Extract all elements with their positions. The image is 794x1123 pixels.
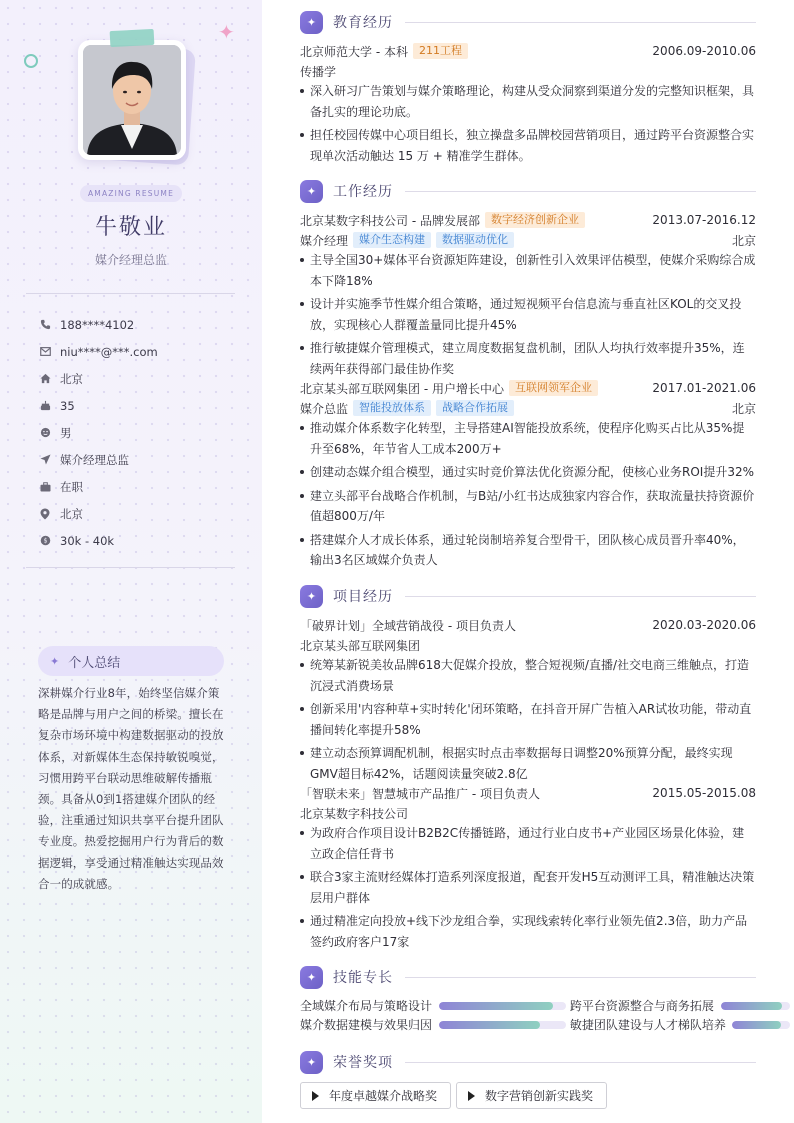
education-entry — [300, 41, 756, 169]
list-item: 通过精准定向投放+线下沙龙组合拳，实现线索转化率行业领先值2.3倍，助力产品签约政府客户17家 — [300, 911, 756, 952]
skill-bar — [721, 1002, 790, 1010]
sparkle-icon: ✦ — [300, 1051, 323, 1074]
job-role: 媒介总监 — [300, 401, 349, 416]
skill-bar — [439, 1021, 566, 1029]
work-city: 北京 — [731, 233, 756, 248]
play-icon — [468, 1091, 475, 1101]
skill-name: 跨平台资源整合与商务拓展 — [569, 999, 714, 1013]
company-name: 北京某头部互联网集团 - 用户增长中心 — [300, 381, 504, 396]
sidebar — [0, 0, 262, 1123]
skill-fill — [721, 1002, 782, 1010]
work-date: 2013.07-2016.12 — [652, 213, 756, 227]
list-item: 担任校园传媒中心项目组长，独立操盘多品牌校园营销项目，通过跨平台资源整合实现单次活动触达 15 万 + 精准学生群体。 — [300, 125, 756, 166]
info-position: 媒介经理总监 — [40, 446, 240, 473]
list-item: 推动媒介体系数字化转型，主导搭建AI智能投放系统，使程序化购买占比从35%提升至68%，年节省人工成本200万+ — [300, 418, 756, 459]
award-item: 年度卓越媒介战略奖 — [300, 1082, 451, 1109]
skill-name: 媒介数据建模与效果归因 — [300, 1018, 433, 1032]
cake-icon — [40, 400, 60, 411]
candidate-title: 媒介经理总监 — [94, 253, 167, 267]
list-item: 深入研习广告策划与媒介策略理论，构建从受众洞察到渠道分发的完整知识框架，具备扎实的理论功底。 — [300, 81, 756, 122]
skill-tag: 智能投放体系 — [353, 400, 431, 416]
skills-row — [300, 1015, 794, 1034]
education-date: 2006.09-2010.06 — [652, 44, 756, 58]
section-awards — [300, 1050, 756, 1074]
company-tag: 互联网领军企业 — [509, 380, 598, 396]
home-icon — [40, 373, 60, 384]
info-city: 北京 — [40, 365, 240, 392]
info-salary: $ 30k - 40k — [40, 527, 240, 554]
summary-heading: ✦ 个人总结 — [38, 646, 224, 676]
section-rule — [405, 1062, 756, 1063]
project-org: 北京某数字科技公司 — [300, 806, 409, 821]
section-education — [300, 10, 756, 34]
project-title: 「破界计划」全域营销战役 - 项目负责人 — [300, 618, 516, 633]
school-name: 北京师范大学 - 本科 — [300, 44, 408, 59]
job-role: 媒介经理 — [300, 233, 349, 248]
section-rule — [405, 977, 756, 978]
sparkle-icon: ✦ — [218, 20, 235, 44]
project-entry — [300, 615, 756, 787]
info-status: 在职 — [40, 473, 240, 500]
list-item: 搭建媒介人才成长体系，通过轮岗制培养复合型骨干，团队核心成员晋升率40%，输出3名区域媒介负责人 — [300, 530, 756, 571]
awards-list — [300, 1082, 756, 1109]
list-item: 推行敏捷媒介管理模式，建立周度数据复盘机制，团队人均执行效率提升35%，连续两年获得部门最佳协作奖 — [300, 338, 756, 379]
info-age: 35 — [40, 392, 240, 419]
info-gender: 男 — [40, 419, 240, 446]
skill-tag: 战略合作拓展 — [436, 400, 514, 416]
list-item: 创新采用'内容种草+实时转化'闭环策略，在抖音开屏广告植入AR试妆功能，带动直播间转化率提升58% — [300, 699, 756, 740]
list-item: 统筹某新锐美妆品牌618大促媒介投放，整合短视频/直播/社交电商三维触点，打造沉浸式消费场景 — [300, 655, 756, 696]
sparkle-icon: ✦ — [300, 11, 323, 34]
skill-fill — [732, 1021, 781, 1029]
avatar — [83, 45, 181, 155]
work-entry — [300, 210, 756, 382]
work-bullets — [300, 250, 756, 379]
gender-icon — [40, 427, 60, 438]
section-title: 技能专长 — [333, 970, 393, 986]
project-org: 北京某头部互联网集团 — [300, 638, 421, 653]
skills-row — [300, 996, 794, 1015]
section-rule — [405, 22, 756, 23]
section-work — [300, 179, 756, 203]
skill-name: 敏捷团队建设与人才梯队培养 — [569, 1018, 726, 1032]
profile-photo-frame — [78, 40, 186, 160]
project-bullets — [300, 655, 756, 784]
skill-fill — [439, 1021, 541, 1029]
mail-icon — [40, 347, 60, 356]
project-entry — [300, 783, 756, 955]
list-item: 建立动态预算调配机制，根据实时点击率数据每日调整20%预算分配，最终实现GMV超目标42%，话题阅读量突破2.8亿 — [300, 743, 756, 784]
send-icon — [40, 454, 60, 465]
skill-tag: 媒介生态构建 — [353, 232, 431, 248]
svg-text:$: $ — [43, 536, 48, 545]
section-skills — [300, 965, 756, 989]
briefcase-icon — [40, 482, 60, 492]
play-icon — [312, 1091, 319, 1101]
info-location: 北京 — [40, 500, 240, 527]
section-title: 荣誉奖项 — [333, 1055, 393, 1071]
education-bullets — [300, 81, 756, 166]
school-tag: 211工程 — [413, 43, 468, 59]
work-bullets — [300, 418, 756, 571]
project-date: 2015.05-2015.08 — [652, 786, 756, 800]
resume-tag: AMAZING RESUME — [80, 185, 182, 202]
skill-bar — [439, 1002, 566, 1010]
list-item: 建立头部平台战略合作机制，与B站/小红书达成独家内容合作，获取流量扶持资源价值超800万/年 — [300, 486, 756, 527]
skill-fill — [439, 1002, 553, 1010]
info-phone: 188****4102 — [40, 311, 240, 338]
section-title: 教育经历 — [333, 15, 393, 31]
work-city: 北京 — [731, 401, 756, 416]
ring-decoration — [24, 54, 38, 68]
candidate-name: 牛敬业 — [94, 215, 167, 240]
list-item: 联合3家主流财经媒体打造系列深度报道，配套开发H5互动测评工具，精准触达决策层用户群体 — [300, 867, 756, 908]
major: 传播学 — [300, 64, 337, 79]
sparkle-icon: ✦ — [50, 654, 60, 668]
company-tag: 数字经济创新企业 — [485, 212, 585, 228]
award-item: 数字营销创新实践奖 — [456, 1082, 607, 1109]
project-date: 2020.03-2020.06 — [652, 618, 756, 632]
section-project — [300, 584, 756, 608]
section-title: 项目经历 — [333, 589, 393, 605]
tape-decoration — [110, 29, 155, 47]
work-date: 2017.01-2021.06 — [652, 381, 756, 395]
summary-text: 深耕媒介行业8年，始终坚信媒介策略是品牌与用户之间的桥梁。擅长在复杂市场环境中构建数据驱动的投放体系，对新媒体生态保持敏锐嗅觉，习惯用跨平台联动思维破解传播瓶颈。具备从0到1搭建媒介团队的经验，注重通过知识共享平台提升团队专业度。热爱挖掘用户行为背后的数据逻辑，享受通过精准触达实现品效合一的成就感。 — [38, 686, 224, 891]
work-entry — [300, 378, 756, 574]
section-rule — [405, 191, 756, 192]
divider — [26, 567, 235, 568]
section-rule — [405, 596, 756, 597]
section-title: 工作经历 — [333, 184, 393, 200]
list-item: 为政府合作项目设计B2B2C传播链路，通过行业白皮书+产业园区场景化体验，建立政企信任背书 — [300, 823, 756, 864]
phone-icon — [40, 319, 60, 330]
skill-tag: 数据驱动优化 — [436, 232, 514, 248]
info-email: niu****@***.com — [40, 338, 240, 365]
list-item: 主导全国30+媒体平台资源矩阵建设，创新性引入效果评估模型，使媒介采购综合成本下降18% — [300, 250, 756, 291]
skill-name: 全域媒介布局与策略设计 — [300, 999, 433, 1013]
sparkle-icon: ✦ — [300, 585, 323, 608]
skill-bar — [732, 1021, 790, 1029]
location-icon — [40, 508, 60, 520]
sparkle-icon: ✦ — [300, 966, 323, 989]
project-bullets — [300, 823, 756, 952]
skills-grid — [300, 996, 794, 1034]
divider — [26, 293, 235, 294]
list-item: 创建动态媒介组合模型，通过实时竞价算法优化资源分配，使核心业务ROI提升32% — [300, 462, 756, 483]
salary-icon — [40, 535, 60, 546]
company-name: 北京某数字科技公司 - 品牌发展部 — [300, 213, 480, 228]
list-item: 设计并实施季节性媒介组合策略，通过短视频平台信息流与垂直社区KOL的交叉投放，实现核心人群覆盖量同比提升45% — [300, 294, 756, 335]
project-title: 「智联未来」智慧城市产品推广 - 项目负责人 — [300, 786, 540, 801]
sparkle-icon: ✦ — [300, 180, 323, 203]
contact-info-list — [40, 311, 240, 554]
